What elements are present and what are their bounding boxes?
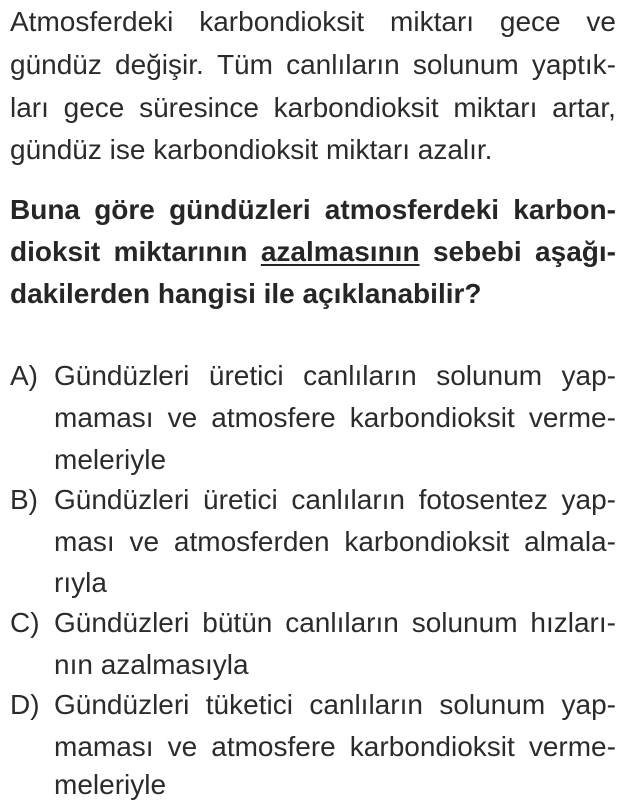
word: gece bbox=[63, 92, 125, 123]
word: göre bbox=[94, 194, 155, 225]
word: solunum bbox=[411, 607, 518, 638]
word: canlıların bbox=[285, 607, 399, 638]
word: karbondioksit bbox=[349, 402, 515, 433]
word: nın azalmasıyla bbox=[54, 649, 249, 680]
word: Gündüzleri bbox=[54, 484, 190, 515]
question-line-1 bbox=[10, 190, 616, 230]
passage-line-4 bbox=[10, 130, 492, 170]
word: canlıların bbox=[309, 689, 423, 720]
word: üretici bbox=[203, 484, 278, 515]
word: solunum bbox=[439, 689, 546, 720]
word: verme- bbox=[528, 731, 616, 762]
word: miktarı bbox=[453, 92, 538, 123]
word: aşağı- bbox=[535, 236, 616, 267]
word: atmosferden bbox=[173, 526, 330, 557]
word: verme- bbox=[528, 402, 616, 433]
passage-line-3 bbox=[10, 88, 616, 128]
option-line bbox=[54, 356, 616, 396]
word: süresince bbox=[139, 92, 259, 123]
word: karbondioksit bbox=[199, 6, 365, 37]
word: ları bbox=[10, 92, 49, 123]
option-line bbox=[54, 603, 616, 643]
word: Gündüzleri bbox=[54, 689, 190, 720]
option-line bbox=[54, 440, 166, 480]
word: Gündüzleri bbox=[54, 607, 190, 638]
word: miktarının bbox=[113, 236, 248, 267]
word: ması bbox=[54, 526, 115, 557]
word: bütün bbox=[202, 607, 273, 638]
option-line bbox=[54, 522, 616, 562]
word: solunum bbox=[412, 49, 519, 80]
word: hızları- bbox=[530, 607, 616, 638]
word: meleriyle bbox=[54, 769, 167, 800]
word: ve bbox=[167, 402, 198, 433]
word: canlıların bbox=[286, 49, 400, 80]
option-line bbox=[54, 685, 616, 725]
word: atmosfere bbox=[211, 402, 336, 433]
word: atmosfere bbox=[211, 731, 336, 762]
word: gündüzleri bbox=[169, 194, 311, 225]
word: fotosentez bbox=[418, 484, 548, 515]
word: dioksit bbox=[10, 236, 101, 267]
word: almala- bbox=[524, 526, 616, 557]
option-line bbox=[54, 398, 616, 438]
question-line-2 bbox=[10, 232, 616, 272]
word: yap- bbox=[561, 689, 616, 720]
option-line bbox=[54, 645, 249, 685]
word: gündüz bbox=[10, 49, 102, 80]
word: ve bbox=[586, 6, 616, 37]
word: üretici bbox=[208, 360, 284, 391]
word: karbondioksit bbox=[349, 731, 515, 762]
word: ve bbox=[129, 526, 160, 557]
word: rıyla bbox=[54, 567, 107, 598]
word: dakilerden hangisi ile açıklanabilir? bbox=[10, 278, 482, 309]
passage-line-2 bbox=[10, 45, 616, 85]
word: tüketici bbox=[205, 689, 293, 720]
word: meleriyle bbox=[54, 444, 167, 475]
word: karbondioksit bbox=[344, 526, 510, 557]
option-letter: D) bbox=[10, 689, 40, 720]
word: yap- bbox=[561, 360, 616, 391]
word: Tüm bbox=[216, 49, 273, 80]
option-line bbox=[54, 563, 107, 603]
word: ve bbox=[167, 731, 198, 762]
word: artar, bbox=[552, 92, 616, 123]
passage-line-1 bbox=[10, 2, 616, 42]
word: maması bbox=[54, 731, 154, 762]
word: gece bbox=[499, 6, 561, 37]
word: yap- bbox=[561, 484, 616, 515]
word: değişir. bbox=[115, 49, 204, 80]
underlined-keyword: azalmasının bbox=[260, 236, 420, 267]
word: karbondioksit bbox=[273, 92, 439, 123]
word: atmosferdeki bbox=[324, 194, 500, 225]
question-line-3 bbox=[10, 274, 482, 314]
word: solunum bbox=[436, 360, 543, 391]
option-line bbox=[54, 727, 616, 767]
word: Atmosferdeki bbox=[10, 6, 174, 37]
word: maması bbox=[54, 402, 154, 433]
word: yaptık- bbox=[531, 49, 616, 80]
word: canlıların bbox=[303, 360, 417, 391]
option-line bbox=[54, 765, 166, 805]
word: karbon- bbox=[513, 194, 616, 225]
word: Buna bbox=[10, 194, 80, 225]
word: sebebi bbox=[432, 236, 522, 267]
option-letter: A) bbox=[10, 360, 38, 391]
word: miktarı bbox=[390, 6, 475, 37]
word: canlıların bbox=[291, 484, 406, 515]
option-line bbox=[54, 480, 616, 520]
word: gündüz ise karbondioksit miktarı azalır. bbox=[10, 134, 493, 165]
option-letter: B) bbox=[10, 484, 38, 515]
word: Gündüzleri bbox=[54, 360, 190, 391]
option-letter: C) bbox=[10, 607, 40, 638]
